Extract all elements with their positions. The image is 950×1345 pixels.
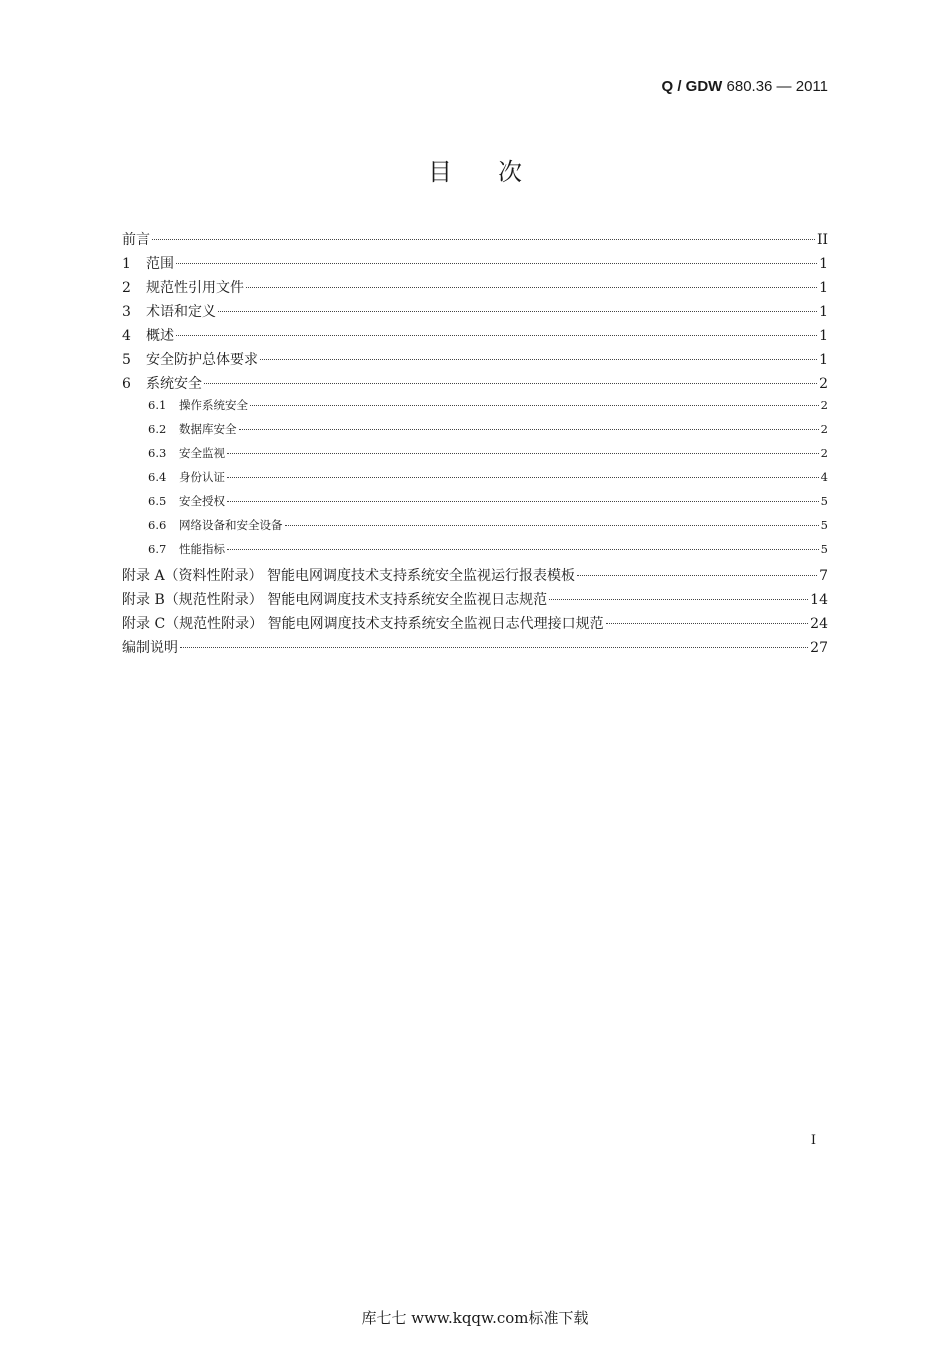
toc-entry-number: 2	[122, 280, 131, 296]
toc-entry-page: 2	[820, 446, 828, 460]
toc-entry[interactable]	[122, 637, 828, 661]
toc-leader-dots	[239, 429, 819, 430]
toc-entry[interactable]	[122, 301, 828, 325]
toc-entry-label: 术语和定义	[146, 304, 216, 320]
toc-entry[interactable]	[122, 517, 828, 541]
toc-entry-page: 24	[810, 616, 828, 632]
toc-entry[interactable]	[122, 493, 828, 517]
toc-entry-label: 范围	[146, 256, 174, 272]
toc-leader-dots	[260, 359, 817, 360]
toc-entry-number: 6.7	[148, 542, 167, 556]
toc-leader-dots	[204, 383, 817, 384]
toc-entry-page: 2	[820, 398, 828, 412]
toc-entry-number: 3	[122, 304, 131, 320]
toc-leader-dots	[577, 575, 817, 576]
toc-leader-dots	[176, 335, 817, 336]
toc-leader-dots	[549, 599, 808, 600]
toc-leader-dots	[606, 623, 809, 624]
toc-entry-page: II	[816, 232, 828, 248]
toc-entry[interactable]	[122, 469, 828, 493]
toc-entry-number: 4	[122, 328, 131, 344]
toc-entry[interactable]	[122, 253, 828, 277]
toc-leader-dots	[227, 453, 819, 454]
toc-entry-page: 1	[819, 256, 828, 272]
toc-entry-label: 身份认证	[179, 470, 225, 484]
toc-entry-page: 1	[819, 352, 828, 368]
toc-leader-dots	[285, 525, 819, 526]
title-part-1: 目	[428, 158, 452, 186]
toc-entry-number: 5	[122, 352, 131, 368]
toc-entry-label: 性能指标	[179, 542, 225, 556]
toc-entry-label: 操作系统安全	[179, 398, 248, 412]
toc-entry-page: 1	[819, 304, 828, 320]
standard-number: 680.36 — 2011	[726, 78, 828, 95]
footer-watermark: 库七七 www.kqqw.com标准下载	[361, 1309, 589, 1327]
toc-entry[interactable]	[122, 397, 828, 421]
toc-leader-dots	[180, 647, 808, 648]
toc-entry[interactable]	[122, 373, 828, 397]
toc-entry-label: 安全防护总体要求	[146, 352, 258, 368]
toc-leader-dots	[250, 405, 819, 406]
toc-entry-page: 1	[819, 280, 828, 296]
toc-entry-number: 6.2	[148, 422, 167, 436]
toc-entry-label: 编制说明	[122, 640, 178, 656]
toc-entry-page: 2	[820, 422, 828, 436]
toc-leader-dots	[218, 311, 817, 312]
toc-entry-label: 网络设备和安全设备	[179, 518, 283, 532]
toc-entry[interactable]	[122, 325, 828, 349]
table-of-contents	[122, 229, 828, 661]
title-part-2: 次	[498, 158, 522, 186]
toc-entry[interactable]	[122, 589, 828, 613]
toc-entry-label: 附录 A（资料性附录） 智能电网调度技术支持系统安全监视运行报表模板	[122, 568, 576, 584]
toc-entry-number: 6.4	[148, 470, 167, 484]
toc-entry[interactable]	[122, 277, 828, 301]
toc-entry-label: 安全授权	[179, 494, 225, 508]
toc-entry-label: 附录 C（规范性附录） 智能电网调度技术支持系统安全监视日志代理接口规范	[122, 616, 604, 632]
standard-code: Q / GDW	[661, 78, 723, 95]
toc-entry-number: 6.6	[148, 518, 167, 532]
toc-leader-dots	[152, 239, 815, 240]
toc-entry-page: 5	[820, 494, 828, 508]
toc-entry-page: 4	[820, 470, 828, 484]
toc-entry-label: 概述	[146, 328, 174, 344]
toc-entry-page: 5	[820, 518, 828, 532]
toc-leader-dots	[176, 263, 817, 264]
toc-entry[interactable]	[122, 229, 828, 253]
toc-entry-page: 27	[810, 640, 828, 656]
toc-entry-label: 系统安全	[146, 376, 202, 392]
toc-entry-page: 7	[819, 568, 828, 584]
toc-entry-number: 6.3	[148, 446, 167, 460]
toc-entry[interactable]	[122, 421, 828, 445]
toc-entry-page: 14	[810, 592, 828, 608]
toc-entry-label: 前言	[122, 232, 150, 248]
toc-entry[interactable]	[122, 349, 828, 373]
page-number: I	[810, 1133, 816, 1148]
toc-entry-label: 数据库安全	[179, 422, 237, 436]
toc-entry-number: 1	[122, 256, 131, 272]
toc-entry-page: 1	[819, 328, 828, 344]
toc-entry[interactable]	[122, 613, 828, 637]
toc-entry[interactable]	[122, 445, 828, 469]
toc-entry-page: 2	[819, 376, 828, 392]
toc-entry[interactable]	[122, 565, 828, 589]
toc-entry-number: 6.5	[148, 494, 167, 508]
toc-entry-number: 6	[122, 376, 131, 392]
toc-leader-dots	[246, 287, 817, 288]
toc-entry-number: 6.1	[148, 398, 167, 412]
toc-leader-dots	[227, 549, 819, 550]
toc-leader-dots	[227, 477, 819, 478]
page-title	[0, 152, 950, 187]
toc-entry-label: 规范性引用文件	[146, 280, 244, 296]
toc-entry-label: 安全监视	[179, 446, 225, 460]
document-header	[662, 78, 828, 95]
toc-entry[interactable]	[122, 541, 828, 565]
toc-entry-page: 5	[820, 542, 828, 556]
toc-entry-label: 附录 B（规范性附录） 智能电网调度技术支持系统安全监视日志规范	[122, 592, 548, 608]
toc-leader-dots	[227, 501, 819, 502]
